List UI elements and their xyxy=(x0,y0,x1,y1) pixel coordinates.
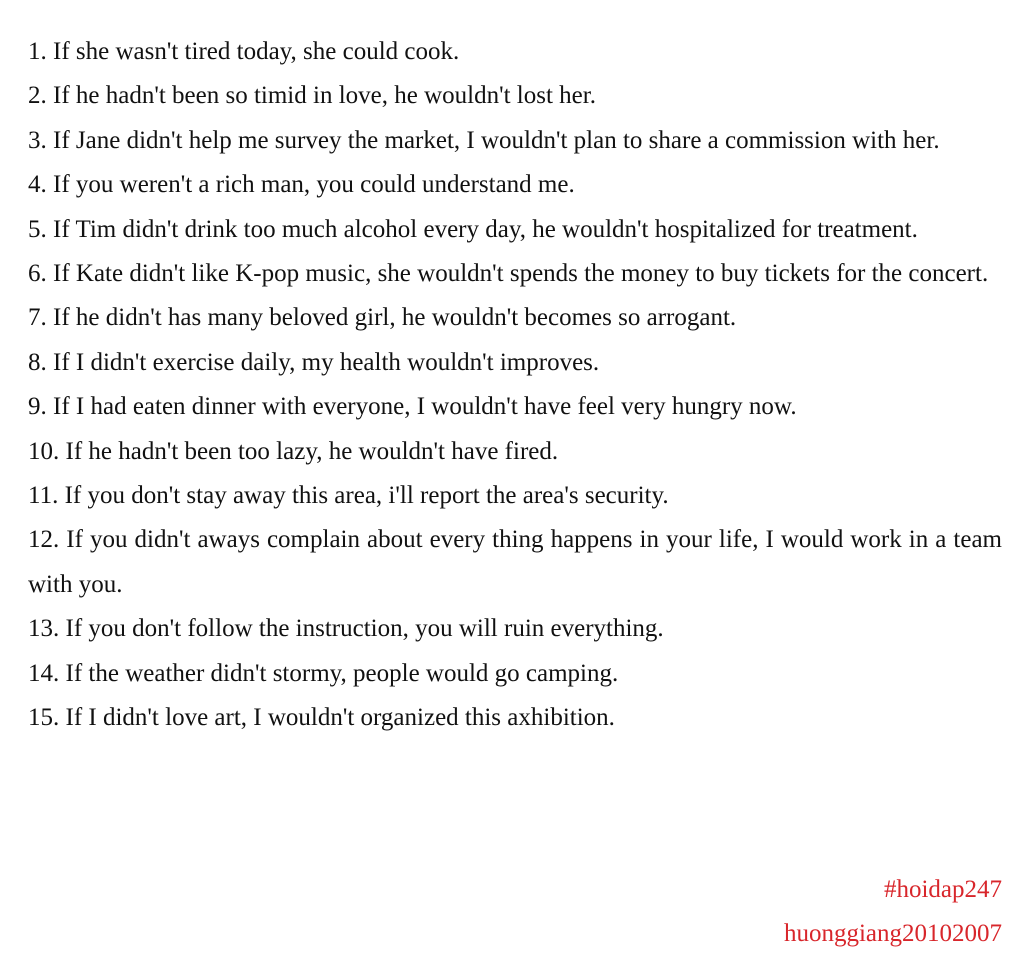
answer-line-6: 6. If Kate didn't like K-pop music, she wouldn't spends the money to buy tickets for the concert. xyxy=(28,260,989,288)
answer-line-9: 9. If I had eaten dinner with everyone, I wouldn't have feel very hungry now. xyxy=(28,393,797,421)
answer-line-14: 14. If the weather didn't stormy, people would go camping. xyxy=(28,659,619,687)
author-username: huonggiang20102007 xyxy=(783,920,1002,948)
answer-line-8: 8. If I didn't exercise daily, my health wouldn't improves. xyxy=(28,348,600,376)
signature-block xyxy=(784,868,1002,957)
answer-line-7: 7. If he didn't has many beloved girl, he wouldn't becomes so arrogant. xyxy=(28,304,737,332)
hashtag-label: #hoidap247 xyxy=(883,876,1002,903)
answer-line-2: 2. If he hadn't been so timid in love, he wouldn't lost her. xyxy=(28,82,596,110)
answer-line-13: 13. If you don't follow the instruction, you will ruin everything. xyxy=(28,615,664,643)
answer-line-11: 11. If you don't stay away this area, i'll report the area's security. xyxy=(28,482,669,510)
answer-line-12: 12. If you didn't aways complain about every thing happens in your life, I would work in a team with you. xyxy=(28,526,1002,598)
answer-document xyxy=(28,30,1002,741)
answer-line-1: 1. If she wasn't tired today, she could cook. xyxy=(28,38,460,65)
answer-line-15: 15. If I didn't love art, I wouldn't organized this axhibition. xyxy=(28,704,615,732)
answer-line-4: 4. If you weren't a rich man, you could understand me. xyxy=(28,171,575,199)
answer-line-5: 5. If Tim didn't drink too much alcohol every day, he wouldn't hospitalized for treatment. xyxy=(28,215,918,243)
answer-line-3: 3. If Jane didn't help me survey the market, I wouldn't plan to share a commission with her. xyxy=(28,126,940,154)
answer-line-10: 10. If he hadn't been too lazy, he wouldn't have fired. xyxy=(28,437,559,465)
